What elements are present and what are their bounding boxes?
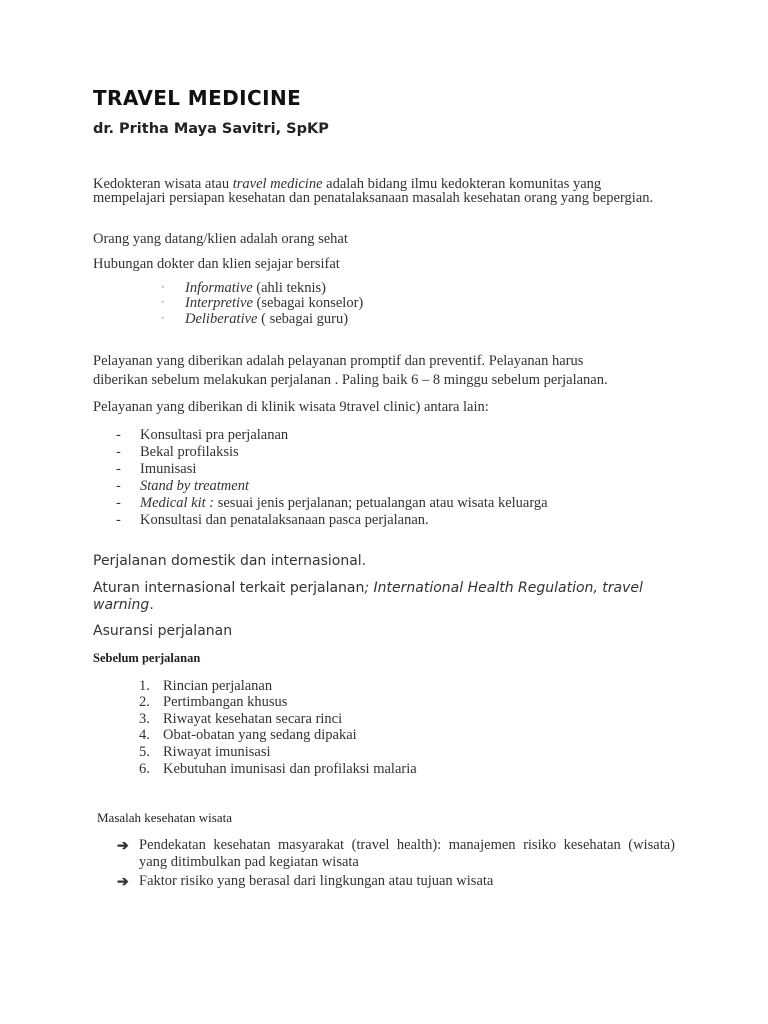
- clinic-paragraph: Pelayanan yang diberikan di klinik wisata 9travel clinic) antara lain:: [93, 399, 489, 415]
- before-trip-item: [139, 678, 272, 695]
- item-number: 2.: [139, 694, 150, 710]
- clinic-list-item: [116, 512, 429, 529]
- intro-text-after: adalah bidang ilmu kedokteran komunitas yang mempelajari persiapan kesehatan dan penatalaksanaan masalah kesehatan orang yang bepergian.: [93, 176, 654, 206]
- relation-list-item: [161, 295, 363, 312]
- arrow-right-icon: ➔: [117, 839, 129, 854]
- item-text: Obat-obatan yang sedang dipakai: [163, 727, 357, 743]
- item-number: 1.: [139, 678, 150, 694]
- document-title: TRAVEL MEDICINE: [93, 86, 302, 110]
- clinic-item-text: Bekal profilaksis: [140, 444, 239, 460]
- relation-paragraph: Hubungan dokter dan klien sejajar bersifat: [93, 256, 340, 272]
- before-trip-item: [139, 744, 271, 761]
- clinic-list-item: [116, 427, 288, 444]
- item-text: Riwayat imunisasi: [163, 744, 271, 760]
- before-trip-item: [139, 694, 287, 711]
- client-paragraph: Orang yang datang/klien adalah orang sehat: [93, 231, 348, 247]
- service-paragraph-line2: diberikan sebelum melakukan perjalanan . Paling baik 6 – 8 minggu sebelum perjalanan.: [93, 372, 608, 388]
- document-author: dr. Pritha Maya Savitri, SpKP: [93, 121, 329, 137]
- dash-bullet: -: [116, 512, 121, 528]
- before-trip-item: [139, 761, 417, 778]
- dash-bullet: -: [116, 478, 121, 494]
- rules-paragraph-line1: [93, 580, 643, 596]
- health-heading: Masalah kesehatan wisata: [97, 810, 233, 825]
- ring-bullet-icon: ◦: [161, 297, 165, 308]
- clinic-item-italic: Stand by treatment: [140, 478, 249, 494]
- clinic-item-text: Imunisasi: [140, 461, 197, 477]
- relation-item-desc: (sebagai konselor): [252, 295, 364, 311]
- relation-item-desc: ( sebagai guru): [257, 311, 349, 327]
- arrow-bullet-icon: [117, 838, 139, 855]
- health-item: Pendekatan kesehatan masyarakat (travel health): manajemen risiko kesehatan (wisata) yang ditimbulkan pad kegiatan wisata: [139, 837, 675, 870]
- dash-bullet: -: [116, 444, 121, 460]
- clinic-item-text: sesuai jenis perjalanan; petualangan atau wisata keluarga: [214, 495, 548, 511]
- before-trip-heading: Sebelum perjalanan: [93, 651, 201, 665]
- relation-list-item: [161, 311, 348, 328]
- rules-italic-text: warning: [93, 597, 150, 613]
- item-text: Riwayat kesehatan secara rinci: [163, 711, 343, 727]
- service-paragraph-line1: Pelayanan yang diberikan adalah pelayanan promptif dan preventif. Pelayanan harus: [93, 353, 584, 369]
- item-number: 4.: [139, 727, 150, 743]
- rules-paragraph-line2: [93, 597, 154, 613]
- item-text: Rincian perjalanan: [163, 678, 273, 694]
- intro-text-before: Kedokteran wisata atau: [93, 176, 233, 192]
- ring-bullet-icon: ◦: [161, 282, 165, 293]
- clinic-list-item: [116, 444, 239, 461]
- before-trip-item: [139, 727, 357, 744]
- arrow-bullet-icon: [117, 874, 139, 891]
- item-text: Kebutuhan imunisasi dan profilaksi malaria: [163, 761, 417, 777]
- clinic-list-item: [116, 495, 548, 512]
- relation-item-term: Informative: [185, 280, 253, 296]
- rules-italic-text: ; International Health Regulation, travel: [364, 580, 643, 596]
- dash-bullet: -: [116, 461, 121, 477]
- intro-text-italic: travel medicine: [232, 176, 323, 192]
- item-number: 3.: [139, 711, 150, 727]
- before-trip-item: [139, 711, 342, 728]
- health-item: Faktor risiko yang berasal dari lingkungan atau tujuan wisata: [139, 873, 494, 889]
- intro-paragraph: [93, 178, 673, 205]
- clinic-list-item: [116, 461, 196, 478]
- dash-bullet: -: [116, 495, 121, 511]
- relation-item-term: Interpretive: [185, 295, 253, 311]
- dash-bullet: -: [116, 427, 121, 443]
- clinic-list-item: [116, 478, 249, 495]
- ring-bullet-icon: ◦: [161, 313, 165, 324]
- rules-text: .: [149, 597, 154, 613]
- item-number: 6.: [139, 761, 150, 777]
- domestic-paragraph: Perjalanan domestik dan internasional.: [93, 553, 367, 569]
- rules-text: Aturan internasional terkait perjalanan: [93, 580, 365, 596]
- item-number: 5.: [139, 744, 150, 760]
- insurance-paragraph: Asuransi perjalanan: [93, 623, 233, 639]
- relation-item-desc: (ahli teknis): [252, 280, 326, 296]
- item-text: Pertimbangan khusus: [163, 694, 288, 710]
- clinic-item-italic: Medical kit :: [140, 495, 215, 511]
- relation-item-term: Deliberative: [185, 311, 258, 327]
- clinic-item-text: Konsultasi pra perjalanan: [140, 427, 289, 443]
- clinic-item-text: Konsultasi dan penatalaksanaan pasca perjalanan.: [140, 512, 429, 528]
- arrow-right-icon: ➔: [117, 875, 129, 890]
